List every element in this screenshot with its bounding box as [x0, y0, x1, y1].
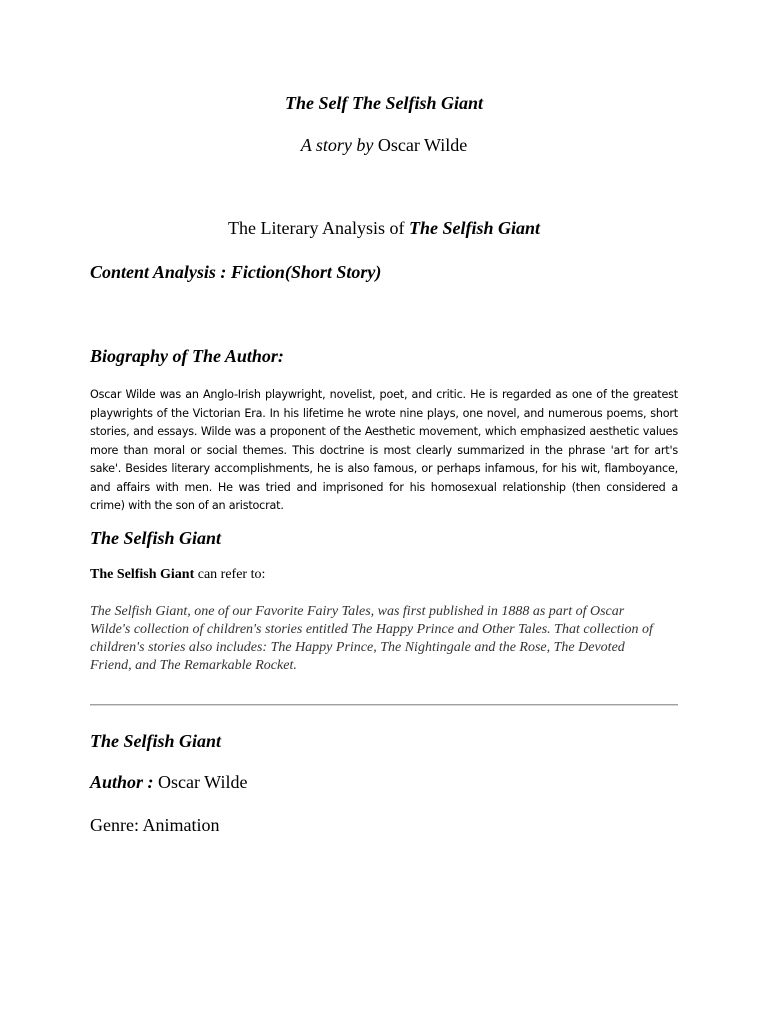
byline-author: Oscar Wilde	[377, 135, 468, 155]
analysis-work-title: The Selfish Giant	[408, 218, 540, 238]
analysis-prefix: The Literary Analysis of	[228, 218, 405, 238]
content-analysis-heading: Content Analysis : Fiction(Short Story)	[90, 262, 382, 282]
selfish-giant-heading: The Selfish Giant	[90, 528, 222, 548]
publication-quote: The Selfish Giant, one of our Favorite Fairy Tales, was first published in 1888 as part of Oscar Wilde's collection of children's stories entitled The Happy Prince and Other Tales. That collection of children's stories also includes: The Happy Prince, The Nightingale and the Rose, The Devoted Friend, and The Remarkable Rocket.	[90, 604, 653, 673]
genre-line: Genre: Animation	[90, 815, 220, 835]
biography-text: Oscar Wilde was an Anglo-Irish playwright, novelist, poet, and critic. He is regarded as one of the greatest playwrights of the Victorian Era. In his lifetime he wrote nine plays, one novel, and numerous poems, short stories, and essays. Wilde was a proponent of the Aesthetic movement, which emphasized aesthetic values more than moral or social themes. This doctrine is most clearly summarized in the phrase 'art for art's sake'. Besides literary accomplishments, he is also famous, or perhaps infamous, for his wit, flamboyance, and affairs with men. He was tried and imprisoned for his homosexual relationship (then considered a crime) with the son of an aristocrat.	[90, 388, 678, 512]
author-label: Author :	[90, 772, 154, 792]
byline-prefix: A story by	[300, 135, 374, 155]
document-title: The Self The Selfish Giant	[284, 93, 483, 113]
book-info-heading: The Selfish Giant	[90, 731, 222, 751]
byline	[0, 135, 768, 156]
horizontal-divider	[90, 704, 678, 706]
analysis-heading	[0, 218, 768, 239]
refer-bold-title: The Selfish Giant	[90, 567, 195, 582]
refer-line	[90, 567, 680, 583]
refer-rest: can refer to:	[197, 567, 266, 582]
author-value: Oscar Wilde	[158, 772, 248, 792]
biography-heading: Biography of The Author:	[90, 346, 284, 366]
author-line	[90, 772, 680, 793]
